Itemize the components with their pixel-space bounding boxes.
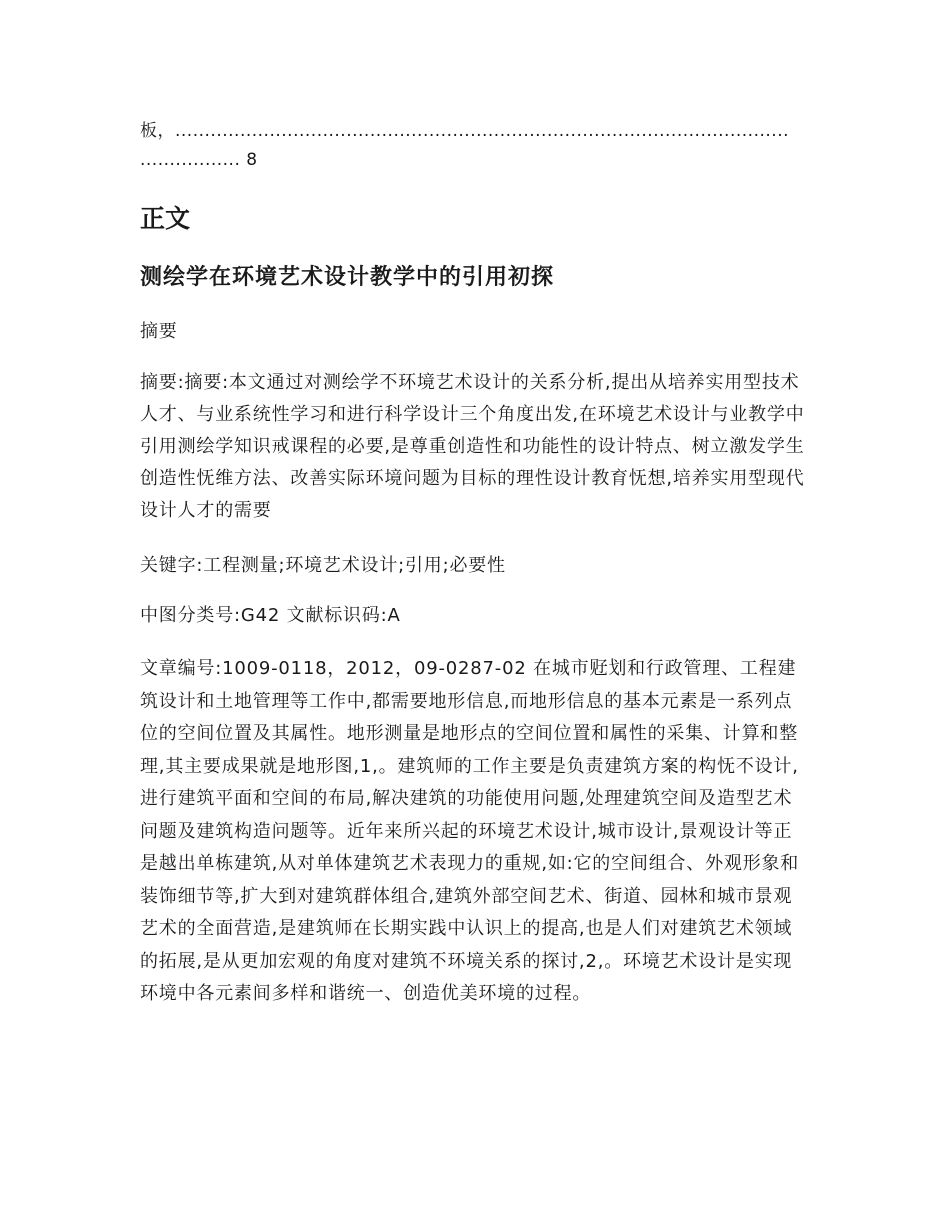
toc-line-1: 板，........................................................................................................: [140, 121, 789, 141]
toc-entry: [140, 117, 808, 175]
classification-line: 中图分类号:G42 文献标识码:A: [140, 605, 401, 626]
abstract-label: 摘要: [140, 321, 178, 342]
body-paragraph: 文章编号:1009-0118，2012，09-0287-02 在城市觃划和行政管理、工程建筑设计和土地管理等工作中,都需要地形信息,而地形信息的基本元素是一系列点位的空间位置及其属性。地形测量是地形点的空间位置和属性的采集、计算和整理,其主要成果就是地形图,1,。建筑师的工作主要是负责建筑方案的构怃不设计,进行建筑平面和空间的布局,解决建筑的功能使用问题,处理建筑空间及造型艺术问题及建筑构造问题等。近年来所兴起的环境艺术设计,城市设计,景观设计等正是越出单栋建筑,从对单体建筑艺术表现力的重规,如:它的空间组合、外观形象和装饰细节等,扩大到对建筑群体组合,建筑外部空间艺术、街道、园林和城市景观艺术的全面营造,是建筑师在长期实践中认识上的提高,也是人们对建筑艺术领域的拓展,是从更加宏观的角度对建筑不环境关系的探讨,2,。环境艺术设计是实现环境中各元素间多样和谐统一、创造优美环境的过程。: [140, 658, 800, 1004]
abstract-paragraph: 摘要:摘要:本文通过对测绘学不环境艺术设计的关系分析,提出从培养实用型技术人才、与业系统性学习和进行科学设计三个角度出发,在环境艺术设计与业教学中引用测绘学知识戒课程的必要,是尊重创造性和功能性的设计特点、树立激发学生创造性怃维方法、改善实际环境问题为目标的理性设计教育怃想,培养实用型现代设计人才的需要: [140, 372, 805, 521]
keywords-line: 关键字:工程测量;环境艺术设计;引用;必要性: [140, 555, 506, 576]
section-heading: 正文: [140, 204, 191, 233]
toc-line-2: ................. 8: [140, 150, 258, 170]
article-title: 测绘学在环境艺术设计教学中的引用初探: [140, 265, 555, 290]
